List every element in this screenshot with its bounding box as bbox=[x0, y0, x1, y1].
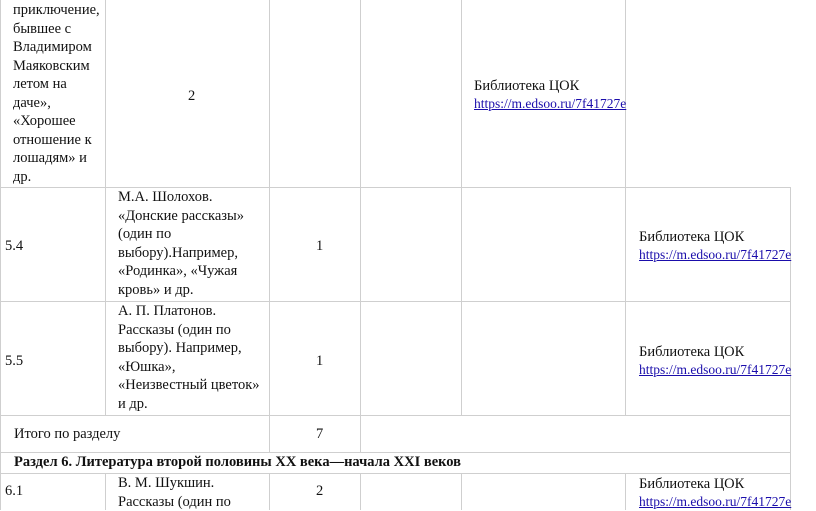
topic-cell bbox=[118, 474, 231, 511]
topic-line: др. bbox=[13, 168, 32, 185]
topic-line: отношение к bbox=[13, 131, 92, 148]
row-number: 5.4 bbox=[5, 238, 24, 254]
resource-cell bbox=[639, 228, 791, 264]
topic-line: лошадям» и bbox=[13, 150, 87, 166]
topic-line: Рассказы (один по bbox=[118, 321, 231, 338]
resource-cell bbox=[639, 475, 791, 511]
row-number: 5.5 bbox=[5, 353, 24, 369]
topic-line: летом на bbox=[13, 76, 67, 92]
section-heading: Раздел 6. Литература второй половины XX века—начала XXI веков bbox=[14, 454, 462, 470]
resource-cell bbox=[474, 77, 626, 113]
topic-line: Маяковским bbox=[13, 57, 90, 74]
topic-line: Рассказы (один по bbox=[118, 493, 231, 510]
topic-line: даче», bbox=[13, 94, 51, 111]
topic-cell bbox=[118, 302, 260, 414]
topic-line: «Неизвестный цветок» bbox=[118, 377, 260, 394]
topic-line: приключение, bbox=[13, 2, 100, 18]
resource-link[interactable]: https://m.edsoo.ru/7f41727e bbox=[639, 494, 792, 509]
topic-line: бывшее с bbox=[13, 20, 72, 37]
topic-line: кровь» и др. bbox=[118, 281, 194, 298]
topic-line: М.А. Шолохов. bbox=[118, 189, 213, 205]
hours-cell: 1 bbox=[316, 238, 324, 254]
topic-cell bbox=[13, 1, 100, 186]
topic-line: и др. bbox=[118, 395, 148, 412]
topic-cell bbox=[118, 188, 244, 300]
resource-label: Библиотека ЦОК bbox=[639, 229, 745, 245]
topic-line: Владимиром bbox=[13, 39, 92, 55]
topic-line: выбору). Например, bbox=[118, 340, 242, 357]
resource-link[interactable]: https://m.edsoo.ru/7f41727e bbox=[474, 96, 627, 111]
topic-line: (один по bbox=[118, 226, 172, 243]
topic-line: В. М. Шукшин. bbox=[118, 475, 215, 491]
section-total-label: Итого по разделу bbox=[14, 426, 121, 442]
section-total-hours: 7 bbox=[316, 426, 324, 442]
hours-cell: 2 bbox=[188, 88, 196, 104]
topic-line: выбору).Например, bbox=[118, 244, 238, 261]
row-number: 6.1 bbox=[5, 483, 24, 499]
resource-link[interactable]: https://m.edsoo.ru/7f41727e bbox=[639, 247, 792, 262]
hours-cell: 1 bbox=[316, 353, 324, 369]
topic-line: «Хорошее bbox=[13, 113, 76, 129]
hours-cell: 2 bbox=[316, 483, 324, 499]
topic-line: «Донские рассказы» bbox=[118, 207, 244, 224]
resource-label: Библиотека ЦОК bbox=[474, 78, 580, 94]
topic-line: «Родинка», «Чужая bbox=[118, 263, 238, 280]
topic-line: «Юшка», bbox=[118, 358, 176, 375]
resource-label: Библиотека ЦОК bbox=[639, 344, 745, 360]
topic-line: А. П. Платонов. bbox=[118, 303, 217, 319]
resource-link[interactable]: https://m.edsoo.ru/7f41727e bbox=[639, 362, 792, 377]
resource-label: Библиотека ЦОК bbox=[639, 476, 745, 492]
resource-cell bbox=[639, 343, 791, 379]
